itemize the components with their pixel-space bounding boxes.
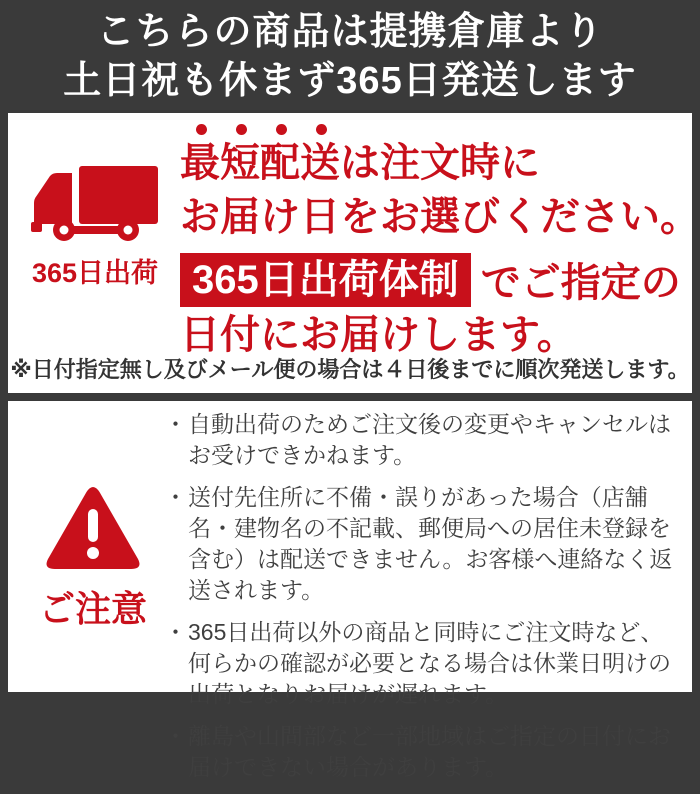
- emphasis-dot: [316, 124, 327, 135]
- emphasis-dot: [276, 124, 287, 135]
- caution-item: ・ 送付先住所に不備・誤りがあった場合（店舗名・建物名の不記載、郵便局への居住未登録を含む）は配送できません。お客様へ連絡なく返送されます。: [166, 482, 684, 606]
- emphasis-dots-icon: [196, 123, 680, 136]
- caution-panel: [8, 401, 692, 780]
- caution-item: ・ 離島や山間部など一部地域はご指定の日付にお届けできない場合があります。: [166, 721, 684, 783]
- shipping-heading-line1: 最短配送は注文時に: [180, 141, 540, 185]
- emphasis-dot: [236, 124, 247, 135]
- caution-item: ・ 365日出荷以外の商品と同時にご注文時など、何らかの確認が必要となる場合は休業日明けの出荷となりお届けが遅れます。: [166, 617, 684, 710]
- shipping-badge: 365日出荷体制: [180, 253, 471, 307]
- shipping-text-block: [180, 123, 700, 362]
- warning-triangle-icon: [18, 485, 168, 575]
- truck-figure: [16, 165, 174, 290]
- badge-row: [180, 251, 680, 308]
- shipping-note: ※日付指定無し及びメール便の場合は４日後までに順次発送します。: [10, 357, 690, 382]
- after-badge-text: でご指定の: [480, 261, 681, 305]
- shipping-heading-line2: お届け日をお選びください。: [180, 195, 700, 239]
- caution-label: ご注意: [38, 588, 147, 629]
- truck-label: 365日出荷: [31, 258, 159, 288]
- caution-item: ・ 自動出荷のためご注文後の変更やキャンセルはお受けできかねます。: [166, 409, 684, 471]
- shipping-panel: [8, 113, 700, 393]
- emphasis-dot: [196, 124, 207, 135]
- caution-list: [166, 409, 684, 794]
- top-banner: [0, 0, 700, 113]
- delivery-truck-icon: [16, 165, 174, 243]
- shipping-heading-line3: 日付にお届けします。: [180, 313, 577, 357]
- banner-line2: 土日祝も休まず365日発送します: [63, 59, 637, 102]
- caution-figure: [18, 485, 168, 632]
- banner-line1: こちらの商品は提携倉庫より: [96, 10, 604, 53]
